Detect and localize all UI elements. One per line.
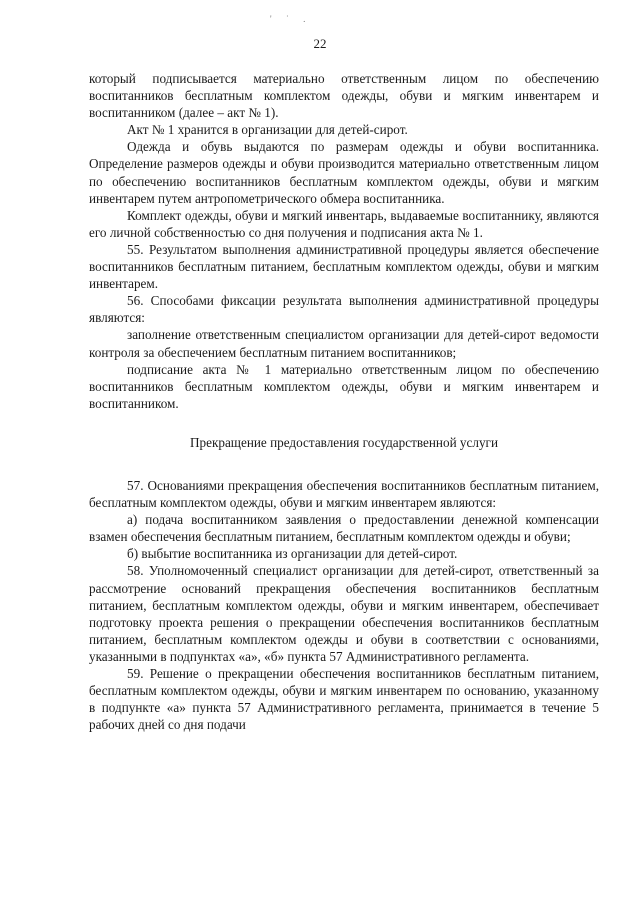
paragraph: подписание акта № 1 материально ответственным лицом по обеспечению воспитанников бесплатным комплектом одежды, обуви и мягким инвентарем и воспитанником. [89,361,599,411]
scan-specks: ' ˙ . [270,14,312,24]
paragraph: Комплект одежды, обуви и мягкий инвентарь, выдаваемые воспитаннику, являются его личной собственностью со дня получения и подписания акта № 1. [89,207,599,240]
paragraph-item-58: 58. Уполномоченный специалист организации для детей-сирот, ответственный за рассмотрение оснований прекращения обеспечения воспитанников бесплатным питанием, бесплатным комплектом одежды, обуви и мягким инвентарем, обеспечивает подготовку проекта решения о прекращении обеспечения воспитанников бесплатным питанием, бесплатным комплектом одежды и обуви в соответствии с основаниями, указанными в подпунктах «а», «б» пункта 57 Административного регламента. [89,563,599,664]
paragraph-item-57: 57. Основаниями прекращения обеспечения воспитанников бесплатным питанием, бесплатным комплектом одежды, обуви и мягким инвентарем являются: [89,477,599,511]
paragraph-item-56: 56. Способами фиксации результата выполнения административной процедуры являются: [89,293,599,326]
subitem-b: б) выбытие воспитанника из организации для детей-сирот. [127,546,458,562]
paragraph: заполнение ответственным специалистом организации для детей-сирот ведомости контроля за обеспечением бесплатным питанием воспитанников; [89,327,599,360]
paragraph: который подписывается материально ответственным лицом по обеспечению воспитанников бесплатным комплектом одежды, обуви и мягким инвентарем и воспитанником (далее – акт № 1). [89,71,599,121]
page-number: 22 [313,36,327,51]
subitem-a: а) подача воспитанником заявления о предоставлении денежной компенсации взамен обеспечения бесплатным питанием, бесплатным комплектом одежды и обуви; [89,512,599,545]
paragraph-item-59: 59. Решение о прекращении обеспечения воспитанников бесплатным питанием, бесплатным комплектом одежды, обуви и мягким инвентарем по основанию, указанному в подпункте «а» пункта 57 Административного регламента, принимается в течение 5 рабочих дней со дня подачи [89,666,599,733]
section-heading: Прекращение предоставления государственной услуги [189,434,499,450]
paragraph-item-55: 55. Результатом выполнения административной процедуры является обеспечение воспитанников бесплатным питанием, бесплатным комплектом одежды, обуви и мягким инвентарем. [89,241,599,292]
paragraph: Одежда и обувь выдаются по размерам одежды и обуви воспитанника. Определение размеров одежды и обуви производится материально ответственным лицом по обеспечению воспитанников бесплатным комплектом одежды, обуви и мягким инвентарем путем антропометрического обмера воспитанника. [89,139,599,206]
paragraph: Акт № 1 хранится в организации для детей-сирот. [127,122,408,138]
document-body [89,70,599,733]
